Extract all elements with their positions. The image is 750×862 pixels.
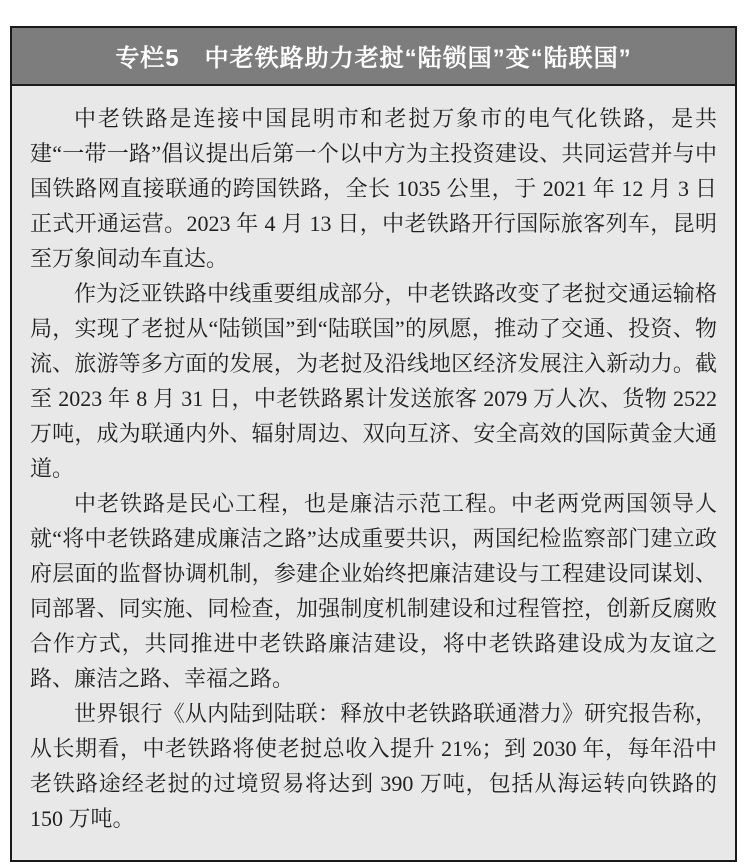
paragraph-world-bank-report: 世界银行《从内陆到陆联：释放中老铁路联通潜力》研究报告称，从长期看，中老铁路将使老挝总收入提升 21%；到 2030 年，每年沿中老铁路途经老挝的过境贸易将达到 390 万吨，包括从海运转向铁路的 150 万吨。 (30, 701, 717, 831)
paragraph-transport-impact: 作为泛亚铁路中线重要组成部分，中老铁路改变了老挝交通运输格局，实现了老挝从“陆锁国”到“陆联国”的夙愿，推动了交通、投资、物流、旅游等多方面的发展，为老挝及沿线地区经济发展注入新动力。截至 2023 年 8 月 31 日，中老铁路累计发送旅客 2079 万人次、货物 2522 万吨，成为联通内外、辐射周边、双向互济、安全高效的国际黄金大通道。 (30, 281, 717, 481)
paragraph-railway-overview: 中老铁路是连接中国昆明市和老挝万象市的电气化铁路，是共建“一带一路”倡议提出后第一个以中方为主投资建设、共同运营并与中国铁路网直接联通的跨国铁路，全长 1035 公里，于 2021 年 12 月 3 日正式开通运营。2023 年 4 月 13 日，中老铁路开行国际旅客列车，昆明至万象间动车直达。 (30, 106, 717, 271)
paragraph-integrity-project: 中老铁路是民心工程，也是廉洁示范工程。中老两党两国领导人就“将中老铁路建成廉洁之路”达成重要共识，两国纪检监察部门建立政府层面的监督协调机制，参建企业始终把廉洁建设与工程建设同谋划、同部署、同实施、同检查，加强制度机制建设和过程管控，创新反腐败合作方式，共同推进中老铁路廉洁建设，将中老铁路建设成为友谊之路、廉洁之路、幸福之路。 (30, 491, 717, 691)
column-box (10, 26, 737, 862)
box-body (12, 86, 735, 860)
box-header (12, 28, 735, 86)
box-title: 专栏5 中老铁路助力老挝“陆锁国”变“陆联国” (115, 45, 632, 72)
